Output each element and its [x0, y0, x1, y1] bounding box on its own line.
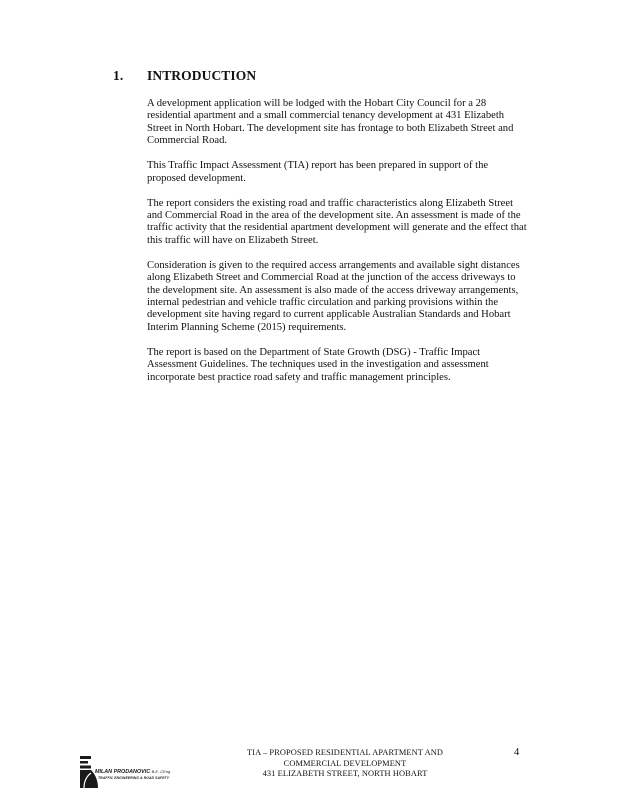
footer-line-1: TIA – PROPOSED RESIDENTIAL APARTMENT AND [246, 748, 444, 757]
section-body [147, 98, 527, 397]
paragraph-1: A development application will be lodged with the Hobart City Council for a 28 residential apartment and a small commercial tenancy development at 431 Elizabeth Street in North Hobart. The development site has frontage to both Elizabeth Street and Commercial Road. [147, 98, 514, 147]
section-heading [113, 68, 256, 84]
paragraph-2: This Traffic Impact Assessment (TIA) report has been prepared in support of the proposed development. [147, 160, 489, 184]
logo-name: MILAN PRODANOVIC B.E. CEng [95, 769, 171, 775]
paragraph-3: The report considers the existing road and traffic characteristics along Elizabeth Street and Commercial Road in the area of the development site. An assessment is made of the traffic activity that the residential apartment development will generate and the effect that this traffic will have on Elizabeth Street. [147, 197, 527, 246]
footer-line-2: COMMERCIAL DEVELOPMENT [283, 758, 407, 768]
section-title: INTRODUCTION [147, 68, 257, 83]
company-logo [78, 754, 178, 794]
page-number: 4 [514, 747, 520, 758]
paragraph-5: The report is based on the Department of State Growth (DSG) - Traffic Impact Assessment Guidelines. The techniques used in the investigation and assessment incorporate best practice road safety and traffic management principles. [147, 346, 489, 383]
footer-line-3: 431 ELIZABETH STREET, NORTH HOBART [262, 769, 428, 779]
paragraph-4: Consideration is given to the required access arrangements and available sight distances along Elizabeth Street and Commercial Road at the junction of the access driveways to the development site. An assessment is also made of the access driveway arrangements, internal pedestrian and vehicle traffic circulation and parking provisions within the development site having regard to current applicable Australian Standards and Hobart Interim Planning Scheme (2015) requirements. [147, 259, 520, 333]
page-footer [0, 740, 622, 800]
logo-credentials: B.E. CEng [151, 769, 171, 774]
section-number: 1. [113, 68, 124, 83]
footer-title [220, 748, 470, 780]
logo-tagline: TRAFFIC ENGINEERING & ROAD SAFETY [98, 776, 170, 780]
